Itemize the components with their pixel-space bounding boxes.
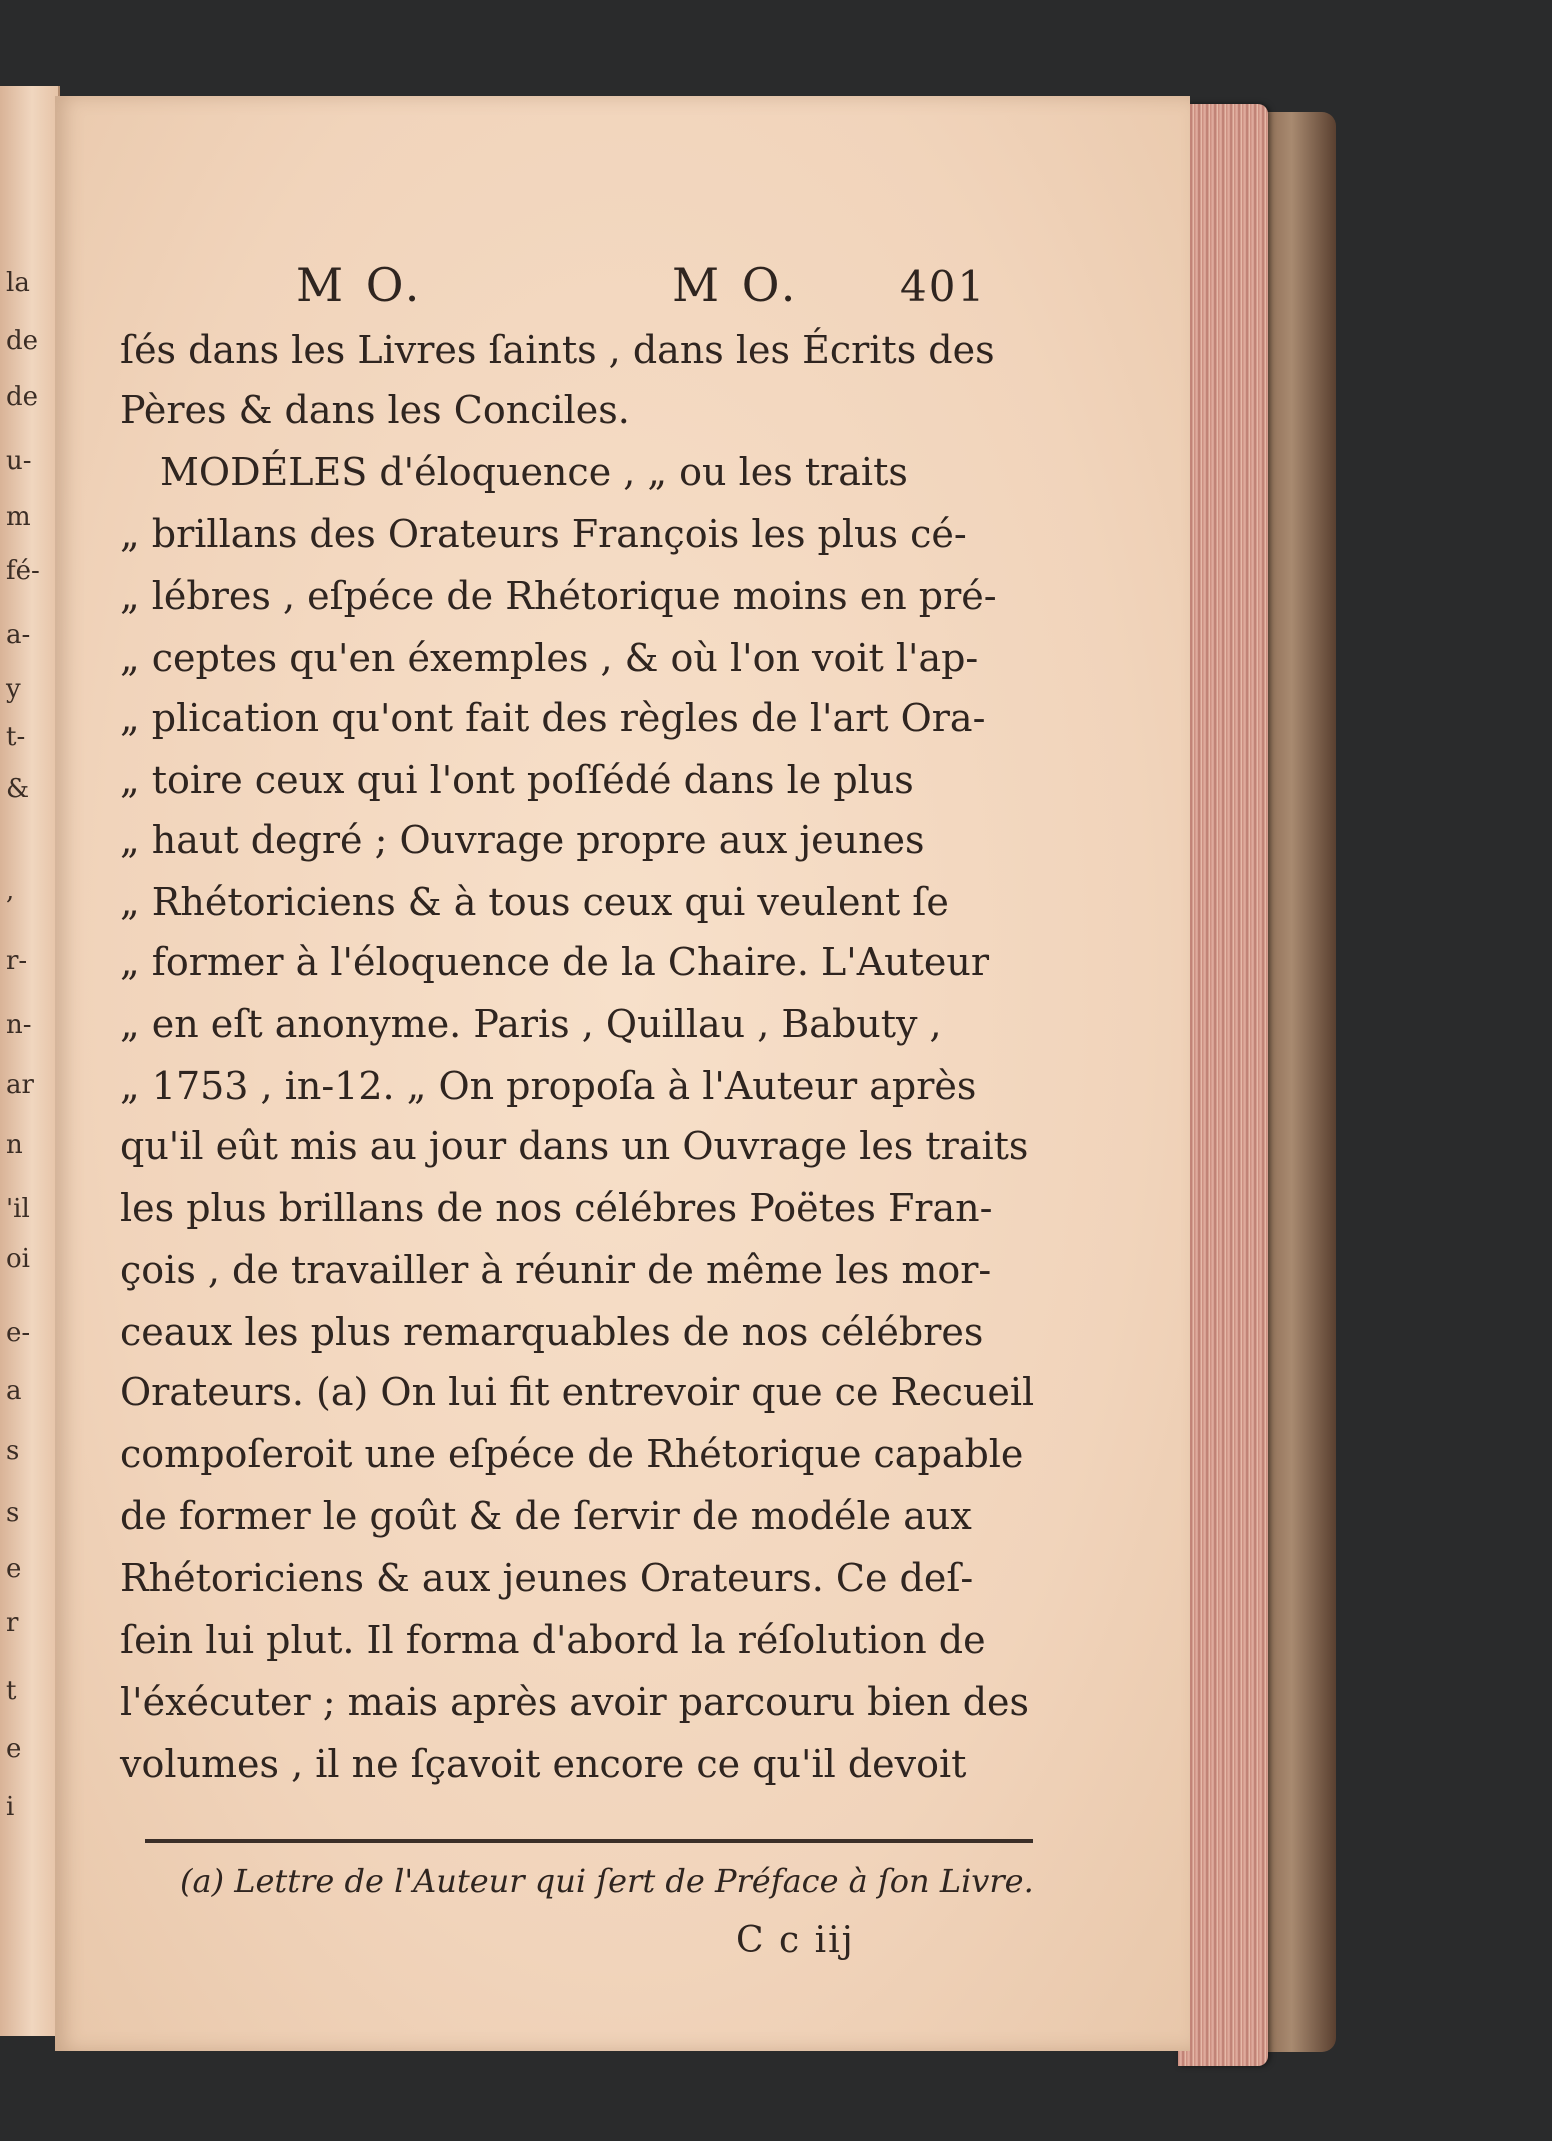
text-line: çois , de travailler à réunir de même les mor- xyxy=(120,1248,992,1292)
text-line: „ 1753 , in-12. „ On propoſa à l'Auteur après xyxy=(120,1064,977,1108)
text-line: compoſeroit une eſpéce de Rhétorique capable xyxy=(120,1432,1024,1476)
text-line: Orateurs. (a) On lui fit entrevoir que ce Recueil xyxy=(120,1370,1035,1414)
footnote: (a) Lettre de l'Auteur qui ſert de Préface à ſon Livre. xyxy=(180,1862,1034,1900)
margin-fragment: n- xyxy=(6,1010,32,1040)
margin-fragment: , xyxy=(6,876,15,906)
margin-fragment: ar xyxy=(6,1070,34,1100)
footnote-rule xyxy=(145,1839,1033,1843)
text-line: Pères & dans les Conciles. xyxy=(120,388,630,432)
text-line: „ Rhétoriciens & à tous ceux qui veulent ſe xyxy=(120,880,949,924)
margin-fragment: s xyxy=(6,1436,20,1466)
margin-fragment: 'il xyxy=(6,1194,30,1224)
margin-fragment: r xyxy=(6,1608,19,1638)
margin-fragment: e xyxy=(6,1734,22,1764)
text-line: ceaux les plus remarquables de nos célébres xyxy=(120,1310,984,1354)
text-line: ſein lui plut. Il forma d'abord la réſolution de xyxy=(120,1618,986,1662)
margin-fragment: a xyxy=(6,1376,22,1406)
margin-fragment: a- xyxy=(6,620,31,650)
text-line: „ lébres , eſpéce de Rhétorique moins en pré- xyxy=(120,574,997,618)
text-line: „ former à l'éloquence de la Chaire. L'Auteur xyxy=(120,940,990,984)
signature-mark: C c iij xyxy=(736,1920,855,1961)
text-line: „ haut degré ; Ouvrage propre aux jeunes xyxy=(120,818,925,862)
margin-fragment: i xyxy=(6,1792,15,1822)
margin-fragment: de xyxy=(6,382,39,412)
margin-fragment: oi xyxy=(6,1244,30,1274)
text-line: Rhétoriciens & aux jeunes Orateurs. Ce deſ- xyxy=(120,1556,974,1600)
margin-fragment: u- xyxy=(6,446,32,476)
page-number: 401 xyxy=(900,262,987,311)
text-line: les plus brillans de nos célébres Poëtes Fran- xyxy=(120,1186,993,1230)
text-line: „ ceptes qu'en éxemples , & où l'on voit l'ap- xyxy=(120,636,979,680)
margin-fragment: e xyxy=(6,1554,22,1584)
margin-fragment: n xyxy=(6,1130,23,1160)
running-head-left: M O. xyxy=(296,258,424,312)
text-line: ſés dans les Livres ſaints , dans les Écrits des xyxy=(120,328,995,372)
margin-fragment: r- xyxy=(6,946,28,976)
page-block-edges xyxy=(1178,104,1268,2066)
margin-fragment: t xyxy=(6,1676,17,1706)
previous-page-edge xyxy=(0,86,60,2036)
margin-fragment: m xyxy=(6,502,31,532)
margin-fragment: la xyxy=(6,268,30,298)
book-cover-edge xyxy=(1262,112,1336,2052)
margin-fragment: e- xyxy=(6,1318,31,1348)
text-line: „ brillans des Orateurs François les plus cé- xyxy=(120,512,967,556)
text-line: „ plication qu'ont fait des règles de l'art Ora- xyxy=(120,696,986,740)
margin-fragment: & xyxy=(6,774,30,804)
running-head-center: M O. xyxy=(672,258,800,312)
margin-fragment: fé- xyxy=(6,556,40,586)
text-line: „ toire ceux qui l'ont poſſédé dans le plus xyxy=(120,758,914,802)
text-line: de former le goût & de ſervir de modéle aux xyxy=(120,1494,972,1538)
text-line: l'éxécuter ; mais après avoir parcouru bien des xyxy=(120,1680,1030,1724)
text-line: MODÉLES d'éloquence , „ ou les traits xyxy=(160,450,908,494)
margin-fragment: t- xyxy=(6,722,26,752)
text-line: „ en eſt anonyme. Paris , Quillau , Babuty , xyxy=(120,1002,942,1046)
margin-fragment: de xyxy=(6,326,39,356)
margin-fragment: s xyxy=(6,1498,20,1528)
text-line: volumes , il ne ſçavoit encore ce qu'il devoit xyxy=(120,1742,967,1786)
margin-fragment: y xyxy=(6,674,21,704)
text-line: qu'il eût mis au jour dans un Ouvrage les traits xyxy=(120,1124,1029,1168)
